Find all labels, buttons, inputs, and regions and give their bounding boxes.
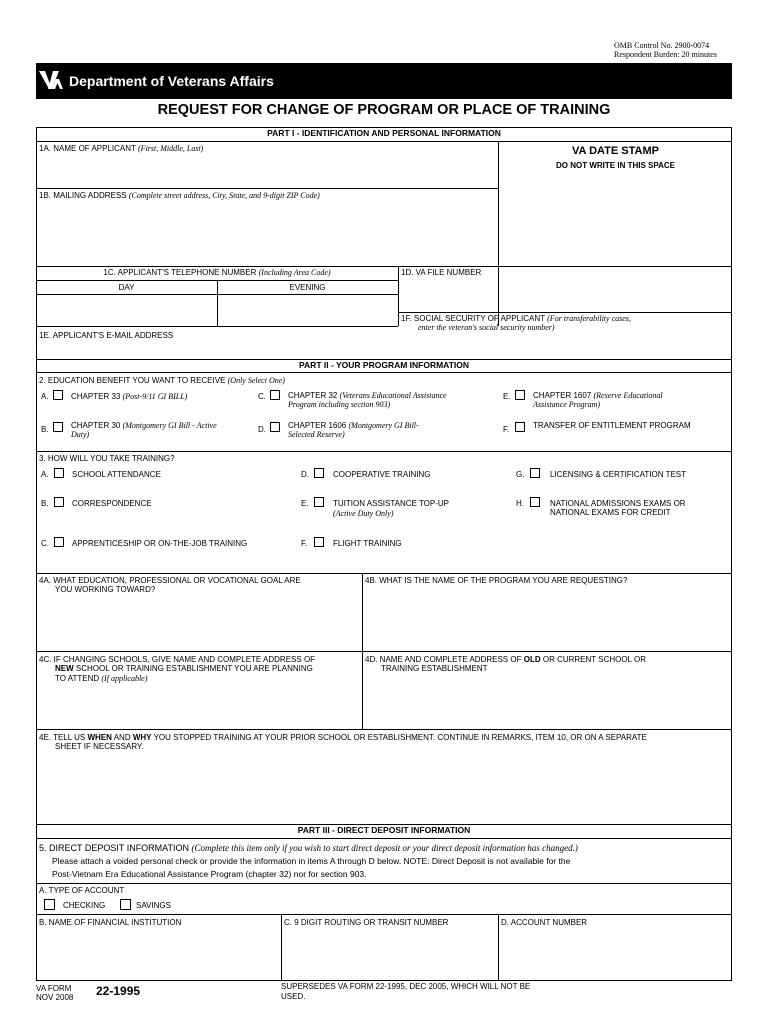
q4e-label-line2: SHEET IF NECESSARY. [55,742,144,751]
part2-title: PART II - YOUR PROGRAM INFORMATION [299,360,469,370]
q5-label: 5. DIRECT DEPOSIT INFORMATION (Complete this item only if you wish to start direct deposit or your direct deposit information has changed.) [39,843,578,853]
benefit-f-letter: F. [503,425,510,434]
q4d-field[interactable] [364,676,730,728]
address-field[interactable] [37,202,497,264]
benefit-c-hint: Program including section 903) [288,400,391,409]
training-h-label-line2: NATIONAL EXAMS FOR CREDIT [550,508,671,517]
phone-label: 1C. APPLICANT'S TELEPHONE NUMBER (Including Area Code) [103,268,331,277]
file-number-label: 1D. VA FILE NUMBER [401,268,482,277]
routing-field[interactable] [282,930,497,980]
q3-label: 3. HOW WILL YOU TAKE TRAINING? [39,454,175,463]
q4d-label-line2: TRAINING ESTABLISHMENT [381,664,488,673]
q4a-field[interactable] [37,597,360,650]
benefit-a-checkbox[interactable] [53,390,63,400]
benefit-c-checkbox[interactable] [270,390,280,400]
training-c-label: APPRENTICESHIP OR ON-THE-JOB TRAINING [72,539,248,548]
benefit-b-label: CHAPTER 30 (Montgomery GI Bill - Active [71,421,217,430]
training-g-checkbox[interactable] [530,468,540,478]
form-title: REQUEST FOR CHANGE OF PROGRAM OR PLACE OF TRAINING [157,102,611,118]
benefit-d-label: CHAPTER 1606 (Montgomery GI Bill- [288,421,419,430]
ssn-label: 1F. SOCIAL SECURITY OF APPLICANT (For transferability cases, [401,314,631,323]
training-c-letter: C. [41,539,49,548]
benefit-b-checkbox[interactable] [53,422,63,432]
training-e-letter: E. [301,499,309,508]
benefit-f-label: TRANSFER OF ENTITLEMENT PROGRAM [533,421,691,430]
training-f-label: FLIGHT TRAINING [333,539,402,548]
q4a-label: 4A. WHAT EDUCATION, PROFESSIONAL OR VOCATIONAL GOAL ARE [39,576,301,585]
q4a-label-line2: YOU WORKING TOWARD? [55,585,156,594]
training-c-checkbox[interactable] [54,537,64,547]
benefit-c-letter: C. [258,392,266,401]
savings-label: SAVINGS [136,901,171,910]
training-d-checkbox[interactable] [314,468,324,478]
form-label: VA FORM [36,984,72,993]
account-number-field[interactable] [499,930,730,980]
training-d-letter: D. [301,470,309,479]
training-f-letter: F. [301,539,308,548]
ssn-hint: enter the veteran's social security number) [418,323,555,332]
training-b-checkbox[interactable] [54,497,64,507]
supersedes-note: SUPERSEDES VA FORM 22-1995, DEC 2005, WHICH WILL NOT BE [281,982,531,991]
form-date: NOV 2008 [36,993,74,1002]
address-label: 1B. MAILING ADDRESS (Complete street address, City, State, and 9-digit ZIP Code) [39,191,320,200]
omb-burden: Respondent Burden: 20 minutes [614,50,717,59]
savings-checkbox[interactable] [120,899,131,910]
day-phone-field[interactable] [37,295,216,325]
q5-instructions: Please attach a voided personal check or provide the information in items A through D below. NOTE: Direct Deposit is not available for the [52,856,571,866]
q4c-label: 4C. IF CHANGING SCHOOLS, GIVE NAME AND COMPLETE ADDRESS OF [39,655,316,664]
q4c-field[interactable] [37,686,360,728]
q4e-label: 4E. TELL US WHEN AND WHY YOU STOPPED TRAINING AT YOUR PRIOR SCHOOL OR ESTABLISHMENT. CONTINUE IN REMARKS, ITEM 10, OR ON A SEPARATE [39,733,647,742]
training-a-label: SCHOOL ATTENDANCE [72,470,161,479]
benefit-f-checkbox[interactable] [515,422,525,432]
training-d-label: COOPERATIVE TRAINING [333,470,431,479]
q4e-field[interactable] [37,754,730,822]
benefit-d-hint: Selected Reserve) [288,430,345,439]
q4c-label-line3: TO ATTEND (If applicable) [55,674,148,683]
va-logo [39,69,65,93]
training-b-label: CORRESPONDENCE [72,499,152,508]
training-h-letter: H. [516,499,524,508]
agency-name: Department of Veterans Affairs [69,73,274,89]
q4b-field[interactable] [364,588,730,650]
benefit-b-letter: B. [41,425,49,434]
name-field[interactable] [37,155,497,187]
stamp-title: VA DATE STAMP [572,145,659,157]
training-e-hint: (Active Duty Only) [333,509,394,518]
q4c-label-line2: NEW SCHOOL OR TRAINING ESTABLISHMENT YOU ARE PLANNING [55,664,313,673]
q4d-label: 4D. NAME AND COMPLETE ADDRESS OF OLD OR CURRENT SCHOOL OR [365,655,646,664]
benefit-c-label: CHAPTER 32 (Veterans Educational Assistance [288,391,447,400]
training-h-checkbox[interactable] [530,497,540,507]
q4b-label: 4B. WHAT IS THE NAME OF THE PROGRAM YOU ARE REQUESTING? [365,576,628,585]
part1-title: PART I - IDENTIFICATION AND PERSONAL INFORMATION [267,128,501,138]
checking-checkbox[interactable] [44,899,55,910]
part3-title: PART III - DIRECT DEPOSIT INFORMATION [297,825,471,835]
training-e-label: TUITION ASSISTANCE TOP-UP [333,499,450,508]
ssn-field[interactable] [400,334,730,358]
benefit-e-label: CHAPTER 1607 (Reserve Educational [533,391,663,400]
training-a-letter: A. [41,470,49,479]
file-number-field[interactable] [400,278,497,312]
stamp-note: DO NOT WRITE IN THIS SPACE [556,161,675,170]
omb-control: OMB Control No. 2900-0074 [614,41,710,50]
benefit-d-letter: D. [258,425,266,434]
q5-note: Post-Vietnam Era Educational Assistance Program (chapter 32) nor for section 903. [52,869,367,879]
name-label: 1A. NAME OF APPLICANT (First, Middle, Last) [39,144,204,153]
training-e-checkbox[interactable] [314,497,324,507]
email-label: 1E. APPLICANT'S E-MAIL ADDRESS [39,331,174,340]
checking-label: CHECKING [63,901,106,910]
q2-label: 2. EDUCATION BENEFIT YOU WANT TO RECEIVE (Only Select One) [39,376,285,385]
evening-label: EVENING [289,283,326,292]
benefit-e-hint: Assistance Program) [533,400,601,409]
training-h-label: NATIONAL ADMISSIONS EXAMS OR [550,499,686,508]
bank-name-label: B. NAME OF FINANCIAL INSTITUTION [39,918,182,927]
training-b-letter: B. [41,499,49,508]
day-label: DAY [118,283,135,292]
bank-name-field[interactable] [37,930,280,980]
benefit-e-checkbox[interactable] [515,390,525,400]
training-g-letter: G. [516,470,525,479]
va-date-stamp-area [499,172,731,265]
routing-label: C. 9 DIGIT ROUTING OR TRANSIT NUMBER [284,918,449,927]
benefit-e-letter: E. [503,392,511,401]
form-number: 22-1995 [96,984,141,998]
account-type-label: A. TYPE OF ACCOUNT [39,886,125,895]
evening-phone-field[interactable] [218,295,397,325]
agency-header-bar [36,63,732,99]
benefit-a-label: CHAPTER 33 (Post-9/11 GI BILL) [71,392,188,401]
benefit-d-checkbox[interactable] [270,422,280,432]
benefit-b-hint: Duty) [71,430,90,439]
training-a-checkbox[interactable] [54,468,64,478]
email-field[interactable] [37,341,397,357]
account-number-label: D. ACCOUNT NUMBER [501,918,588,927]
training-g-label: LICENSING & CERTIFICATION TEST [550,470,687,479]
training-f-checkbox[interactable] [314,537,324,547]
supersedes-note-line2: USED. [281,992,306,1001]
benefit-a-letter: A. [41,392,49,401]
